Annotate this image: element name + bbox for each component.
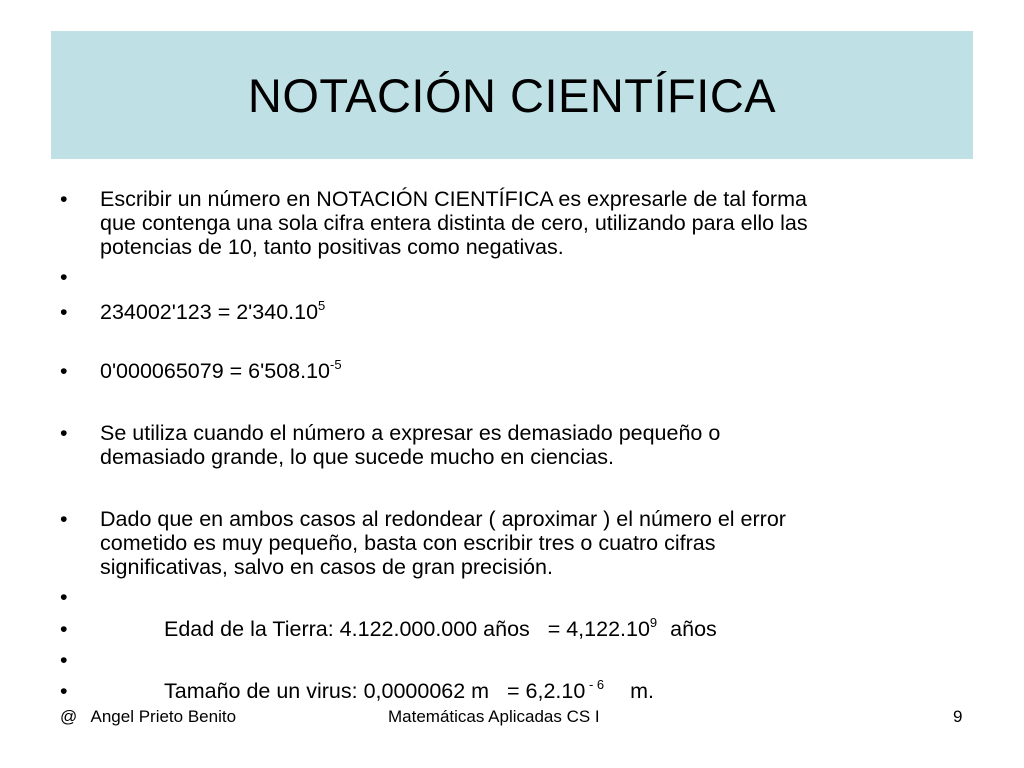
earth-age-unit: años <box>670 617 717 641</box>
example-small-text <box>100 359 970 383</box>
bullet-dot-icon: • <box>60 617 68 641</box>
footer-page-number: 9 <box>953 707 963 726</box>
earth-age-exponent: 9 <box>649 615 658 630</box>
slide-title: NOTACIÓN CIENTÍFICA <box>247 68 777 122</box>
virus-size-unit: m. <box>630 679 655 703</box>
rounding-line-2: cometido es muy pequeño, basta con escribir tres o cuatro cifras <box>100 531 716 555</box>
bullet-dot-icon: • <box>60 359 68 383</box>
definition-line-2: que contenga una sola cifra entera distinta de cero, utilizando para ello las <box>100 211 808 235</box>
bullet-dot-icon: • <box>60 648 68 672</box>
bullet-dot-icon: • <box>60 421 68 445</box>
rounding-line-1: Dado que en ambos casos al redondear ( aproximar ) el número el error <box>100 507 786 531</box>
example-large-base: 234002'123 = 2'340.10 <box>100 300 319 324</box>
rounding-line-3: significativas, salvo en casos de gran precisión. <box>100 555 553 579</box>
bullet-dot-icon: • <box>60 507 68 531</box>
bullet-dot-icon: • <box>60 300 68 324</box>
example-small-exponent: -5 <box>330 357 342 372</box>
footer-author: @ Angel Prieto Benito <box>60 707 237 726</box>
virus-size-text <box>164 679 1024 703</box>
usage-line-1: Se utiliza cuando el número a expresar es demasiado pequeño o <box>100 421 721 445</box>
example-large-exponent: 5 <box>318 298 326 313</box>
earth-age-text <box>164 617 1024 641</box>
usage-line-2: demasiado grande, lo que sucede mucho en ciencias. <box>100 445 614 469</box>
bullet-dot-icon: • <box>60 679 68 703</box>
earth-age-base: Edad de la Tierra: 4.122.000.000 años = 4,122.10 <box>164 617 650 641</box>
definition-line-3: potencias de 10, tanto positivas como negativas. <box>100 235 564 259</box>
bullet-dot-icon: • <box>60 265 68 289</box>
virus-size-base: Tamaño de un virus: 0,0000062 m = 6,2.10 <box>164 679 586 703</box>
example-large-text <box>100 300 970 324</box>
bullet-dot-icon: • <box>60 187 68 211</box>
definition-line-1: Escribir un número en NOTACIÓN CIENTÍFICA es expresarle de tal forma <box>100 187 807 211</box>
virus-size-exponent: - 6 <box>585 677 605 692</box>
example-small-base: 0'000065079 = 6'508.10 <box>100 359 331 383</box>
bullet-dot-icon: • <box>60 585 68 609</box>
footer-course: Matemáticas Aplicadas CS I <box>388 707 600 726</box>
